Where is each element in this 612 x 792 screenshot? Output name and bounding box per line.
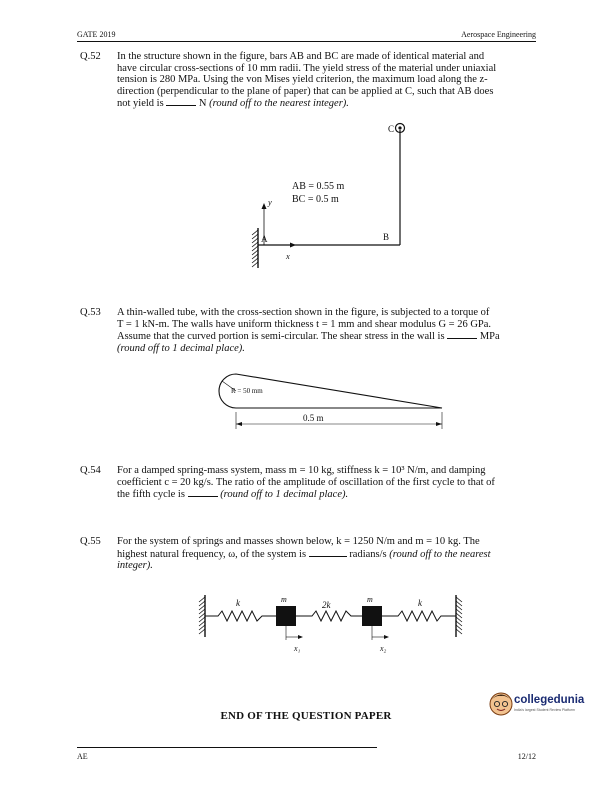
brand-name: collegedunia bbox=[514, 694, 585, 706]
q53-number: Q.53 bbox=[80, 307, 101, 318]
q55-k-mid: 2k bbox=[322, 600, 331, 610]
q53-line-2: T = 1 kN-m. The walls have uniform thickness t = 1 mm and shear modulus G = 26 GPa. bbox=[117, 318, 492, 330]
brand-tagline: India's largest Student Review Platform bbox=[514, 708, 575, 712]
q55-x1: x₁ bbox=[294, 644, 301, 653]
header-exam-title: GATE 2019 bbox=[77, 30, 116, 39]
q52-axis-x: x bbox=[286, 251, 290, 261]
q52-number: Q.52 bbox=[80, 51, 101, 62]
q52-axis-y: y bbox=[268, 197, 272, 207]
q55-x2-arrowhead bbox=[384, 635, 389, 639]
q52-line-5a: not yield is bbox=[117, 98, 164, 109]
q54-rounding: (round off to 1 decimal place). bbox=[220, 489, 349, 500]
q55-x1-arrowhead bbox=[298, 635, 303, 639]
q55-unit: radians/s bbox=[349, 548, 387, 560]
q53-unit: MPa bbox=[479, 331, 500, 342]
q54-line-2: coefficient c = 20 kg/s. The ratio of the amplitude of oscillation of the first cycle to that of bbox=[117, 476, 495, 488]
q52-rounding: (round off to the nearest integer). bbox=[209, 98, 349, 109]
q52-point-c: C bbox=[388, 124, 395, 134]
q53-line-3a: Assume that the curved portion is semi-circular. The shear stress in the wall is bbox=[117, 331, 445, 342]
q55-spring-middle bbox=[296, 611, 362, 621]
q55-line-3: integer). bbox=[117, 560, 153, 571]
q55-mass-1 bbox=[276, 606, 296, 626]
q52-line-1: In the structure shown in the figure, bars AB and BC are made of identical material and bbox=[117, 51, 485, 62]
q55-m2: m bbox=[367, 595, 373, 604]
q52-point-b: B bbox=[383, 232, 390, 242]
q53-length-label: 0.5 m bbox=[303, 413, 324, 423]
q55-line-1: For the system of springs and masses shown below, k = 1250 N/m and m = 10 kg. The bbox=[117, 536, 480, 547]
q53-line-1: A thin-walled tube, with the cross-section shown in the figure, is subjected to a torque of bbox=[117, 307, 490, 318]
q55-mass-2 bbox=[362, 606, 382, 626]
q55-spring-left bbox=[205, 611, 276, 621]
q52-unit: N bbox=[198, 98, 207, 109]
q54-number: Q.54 bbox=[80, 465, 101, 476]
q53-radius-label: R = 50 mm bbox=[231, 387, 263, 395]
q55-number: Q.55 bbox=[80, 536, 101, 547]
footer-rule bbox=[77, 747, 377, 748]
header-subject: Aerospace Engineering bbox=[461, 30, 536, 39]
q52-line-2: have circular cross-sections of 10 mm radii. The yield stress of the material under uniaxial bbox=[117, 62, 497, 74]
q54-line-1: For a damped spring-mass system, mass m = 10 kg, stiffness k = 10³ N/m, and damping bbox=[117, 465, 486, 476]
q55-x2: x₂ bbox=[380, 644, 387, 653]
q55-line-2a: highest natural frequency, ω, of the system is bbox=[117, 548, 307, 560]
q55-rounding: (round off to the nearest bbox=[389, 548, 491, 560]
footer-page-number: 12/12 bbox=[517, 752, 536, 761]
q52-line-4: direction (perpendicular to the plane of paper) that can be applied at C, such that AB does bbox=[117, 85, 494, 97]
q53-rounding: (round off to 1 decimal place). bbox=[117, 342, 245, 354]
q52-label-bc: BC = 0.5 m bbox=[292, 194, 339, 205]
q55-k-left: k bbox=[236, 598, 240, 608]
q55-right-wall-hatch bbox=[456, 597, 462, 634]
footer-paper-code: AE bbox=[77, 752, 88, 761]
q55-left-wall-hatch bbox=[199, 597, 205, 634]
end-of-paper: END OF THE QUESTION PAPER bbox=[220, 710, 392, 722]
q54-line-3a: the fifth cycle is bbox=[117, 489, 185, 500]
q55-spring-right bbox=[382, 611, 456, 621]
q55-m1: m bbox=[281, 595, 287, 604]
q52-label-ab: AB = 0.55 m bbox=[292, 181, 345, 192]
q52-line-3: tension is 280 MPa. Using the von Mises yield criterion, the maximum load along the z- bbox=[117, 74, 488, 85]
q52-point-a: A bbox=[261, 234, 268, 244]
q55-k-right: k bbox=[418, 598, 422, 608]
